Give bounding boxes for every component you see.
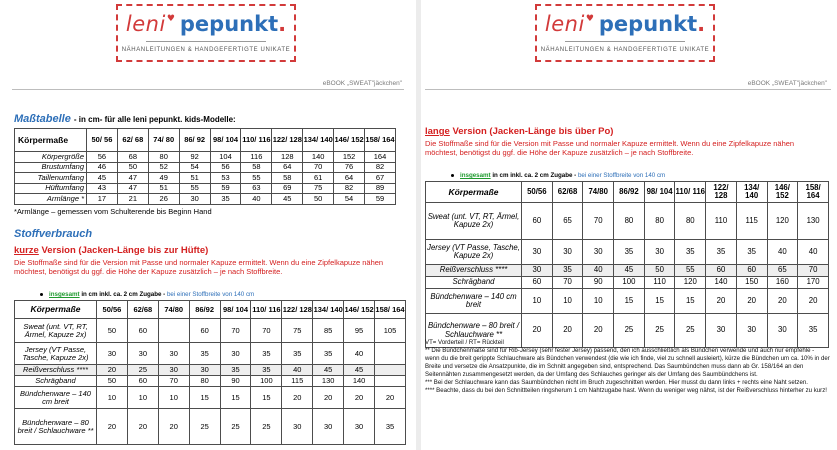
table-cell: 51	[148, 183, 179, 194]
row-label: Brustumfang	[15, 162, 87, 173]
fabric-col-4: 98/ 104	[644, 182, 675, 203]
table-cell: 10	[552, 289, 583, 314]
table-row	[15, 319, 406, 343]
row-label: Armlänge *	[15, 194, 87, 205]
table-cell: 50	[97, 376, 128, 387]
table-cell: 61	[303, 173, 334, 184]
table-cell: 30	[736, 314, 767, 348]
bullet-blue: bei einer Stoffbreite von 140 cm	[166, 291, 255, 298]
short-version-title	[14, 245, 208, 256]
table-cell: 63	[241, 183, 272, 194]
table-cell: 20	[767, 289, 798, 314]
row-label: Jersey (VT Passe, Tasche, Kapuze 2x)	[426, 240, 522, 265]
brand-logo	[535, 4, 715, 62]
table-cell: 95	[344, 319, 375, 343]
table-cell: 35	[375, 409, 406, 445]
bullet-green: insgesamt	[460, 172, 491, 179]
table-cell: 55	[675, 265, 706, 277]
table-cell: 70	[303, 162, 334, 173]
size-col-9: 158/ 164	[365, 129, 396, 152]
fabric-col-5: 110/ 116	[251, 301, 282, 319]
table-cell: 35	[189, 343, 220, 365]
table-cell: 15	[614, 289, 645, 314]
table-row	[15, 376, 406, 387]
table-cell: 60	[127, 376, 158, 387]
heart-icon: ♥	[585, 14, 594, 24]
size-chart-header-row	[15, 129, 396, 152]
table-cell: 150	[736, 277, 767, 289]
size-col-0: 50/ 56	[87, 129, 118, 152]
right-page	[421, 0, 837, 450]
fabric-col-0: 50/56	[522, 182, 553, 203]
table-cell: 120	[675, 277, 706, 289]
size-col-4: 98/ 104	[210, 129, 241, 152]
table-cell: 70	[220, 319, 251, 343]
size-chart-title: Maßtabelle	[14, 113, 71, 125]
table-cell: 46	[87, 162, 118, 173]
table-cell: 35	[313, 343, 344, 365]
table-cell: 70	[583, 203, 614, 240]
table-cell: 40	[282, 365, 313, 376]
logo-dot: .	[278, 12, 287, 36]
table-cell: 60	[189, 319, 220, 343]
bullet-black: in cm inkl. ca. 2 cm Zugabe -	[79, 291, 167, 298]
table-cell: 20	[313, 387, 344, 409]
fabric-col-3: 86/92	[614, 182, 645, 203]
table-cell: 25	[675, 314, 706, 348]
table-cell: 30	[158, 365, 189, 376]
table-cell	[375, 376, 406, 387]
long-version-bullet	[451, 172, 665, 179]
table-cell: 45	[344, 365, 375, 376]
table-row	[426, 203, 829, 240]
table-cell: 69	[272, 183, 303, 194]
left-page	[0, 0, 416, 450]
row-label: Sweat (unt. VT, RT, Ärmel, Kapuze 2x)	[15, 319, 97, 343]
table-row	[15, 365, 406, 376]
fabric-col-8: 146/ 152	[767, 182, 798, 203]
row-label: Körpergröße	[15, 152, 87, 163]
short-version-text: Die Stoffmaße sind für die Version mit Passe und normaler Kapuze ermittelt. Wenn du eine Zipfelkapuze nähen möchtest, benötigst du ggf. die Höhe der Kapuze zusätzlich – je nach Stoffbreite.	[14, 258, 384, 277]
table-row	[426, 240, 829, 265]
logo-pepunkt: pepunkt	[598, 12, 698, 36]
table-cell: 54	[334, 194, 365, 205]
table-cell: 30	[522, 265, 553, 277]
fabric-heading: Stoffverbrauch	[14, 228, 93, 240]
table-cell: 82	[334, 183, 365, 194]
table-cell: 20	[97, 409, 128, 445]
table-cell: 40	[344, 343, 375, 365]
table-cell: 30	[583, 240, 614, 265]
table-cell: 51	[179, 173, 210, 184]
fabric-col-4: 98/ 104	[220, 301, 251, 319]
table-cell: 20	[552, 314, 583, 348]
table-cell: 40	[767, 240, 798, 265]
header-divider	[12, 89, 404, 90]
table-cell: 25	[614, 314, 645, 348]
table-cell: 30	[97, 343, 128, 365]
row-label: Sweat (unt. VT, RT, Ärmel, Kapuze 2x)	[426, 203, 522, 240]
table-cell: 75	[282, 319, 313, 343]
fabric-col-8: 146/ 152	[344, 301, 375, 319]
short-fabric-head-label: Körpermaße	[15, 301, 97, 319]
table-cell: 82	[365, 162, 396, 173]
table-row	[426, 277, 829, 289]
table-cell: 40	[583, 265, 614, 277]
table-cell: 130	[313, 376, 344, 387]
table-cell: 25	[189, 409, 220, 445]
table-cell: 10	[127, 387, 158, 409]
table-cell: 85	[313, 319, 344, 343]
table-cell: 20	[583, 314, 614, 348]
short-version-bullet	[40, 291, 254, 298]
fabric-col-6: 122/ 128	[706, 182, 737, 203]
heart-icon: ♥	[166, 14, 175, 24]
table-cell: 35	[251, 343, 282, 365]
table-cell: 47	[117, 183, 148, 194]
table-cell: 20	[127, 409, 158, 445]
fabric-col-7: 134/ 140	[736, 182, 767, 203]
table-cell: 50	[644, 265, 675, 277]
footnote-line: VT= Vorderteil / RT= Rückteil	[425, 339, 504, 346]
table-cell: 45	[272, 194, 303, 205]
table-cell: 10	[97, 387, 128, 409]
table-cell: 100	[251, 376, 282, 387]
long-version-title	[425, 126, 613, 137]
fabric-col-0: 50/56	[97, 301, 128, 319]
table-cell: 55	[179, 183, 210, 194]
table-cell	[158, 319, 189, 343]
table-cell: 30	[189, 365, 220, 376]
logo-tagline: NÄHANLEITUNGEN & HANDGEFERTIGTE UNIKATE	[540, 47, 710, 53]
table-cell: 35	[251, 365, 282, 376]
brand-logo	[116, 4, 296, 62]
table-cell: 30	[767, 314, 798, 348]
short-fabric-header-row	[15, 301, 406, 319]
size-chart-table	[14, 128, 396, 205]
table-cell: 65	[767, 265, 798, 277]
table-cell: 76	[334, 162, 365, 173]
table-cell: 60	[706, 265, 737, 277]
table-cell: 25	[644, 314, 675, 348]
table-cell: 20	[706, 289, 737, 314]
row-label: Bündchenware – 80 breit / Schlauchware **	[15, 409, 97, 445]
table-cell: 21	[117, 194, 148, 205]
table-cell: 60	[127, 319, 158, 343]
table-cell: 17	[87, 194, 118, 205]
table-cell: 58	[272, 173, 303, 184]
table-cell: 50	[97, 319, 128, 343]
fabric-col-2: 74/80	[158, 301, 189, 319]
row-label: Taillenumfang	[15, 173, 87, 184]
table-cell: 15	[189, 387, 220, 409]
table-row	[15, 162, 396, 173]
logo-divider	[565, 41, 685, 42]
bullet-black: in cm inkl. ca. 2 cm Zugabe -	[490, 172, 578, 179]
table-row	[15, 194, 396, 205]
table-cell: 49	[148, 173, 179, 184]
table-cell: 30	[313, 409, 344, 445]
footnotes	[425, 339, 830, 395]
table-row	[15, 409, 406, 445]
table-cell: 35	[552, 265, 583, 277]
table-cell: 35	[675, 240, 706, 265]
table-cell: 70	[552, 277, 583, 289]
row-label: Reißverschluss ****	[426, 265, 522, 277]
bullet-blue: bei einer Stoffbreite von 140 cm	[577, 172, 666, 179]
table-cell: 45	[87, 173, 118, 184]
table-cell: 70	[158, 376, 189, 387]
table-cell: 20	[375, 387, 406, 409]
table-cell: 54	[179, 162, 210, 173]
bullet-icon	[40, 293, 43, 296]
table-cell: 25	[127, 365, 158, 376]
table-cell: 70	[798, 265, 829, 277]
table-cell: 50	[117, 162, 148, 173]
table-cell: 56	[87, 152, 118, 163]
row-label: Jersey (VT Passe, Tasche, Kapuze 2x)	[15, 343, 97, 365]
table-cell: 30	[522, 240, 553, 265]
table-cell: 26	[148, 194, 179, 205]
logo-pepunkt: pepunkt	[179, 12, 279, 36]
table-cell: 20	[798, 289, 829, 314]
table-cell: 45	[313, 365, 344, 376]
size-col-3: 86/ 92	[179, 129, 210, 152]
table-cell: 60	[736, 265, 767, 277]
table-cell: 47	[117, 173, 148, 184]
table-cell: 20	[97, 365, 128, 376]
table-row	[15, 173, 396, 184]
long-fabric-table	[425, 181, 829, 348]
table-cell: 80	[148, 152, 179, 163]
fabric-col-6: 122/ 128	[282, 301, 313, 319]
bullet-green: insgesamt	[49, 291, 80, 298]
table-cell: 15	[644, 289, 675, 314]
table-cell: 25	[251, 409, 282, 445]
table-cell: 35	[210, 194, 241, 205]
table-row	[15, 152, 396, 163]
table-cell: 20	[158, 409, 189, 445]
long-version-desc: Version (Jacken-Länge bis über Po)	[449, 126, 614, 137]
size-col-7: 134/ 140	[303, 129, 334, 152]
table-cell: 15	[220, 387, 251, 409]
long-version-word: lange	[425, 126, 450, 137]
table-cell: 68	[117, 152, 148, 163]
row-label: Bündchenware – 140 cm breit	[15, 387, 97, 409]
table-cell: 90	[583, 277, 614, 289]
table-cell: 110	[706, 203, 737, 240]
table-cell: 80	[675, 203, 706, 240]
table-cell: 10	[522, 289, 553, 314]
table-row	[426, 289, 829, 314]
table-cell: 120	[767, 203, 798, 240]
logo-leni: leni	[125, 12, 166, 36]
table-cell	[375, 343, 406, 365]
fabric-col-9: 158/ 164	[798, 182, 829, 203]
table-row	[15, 183, 396, 194]
table-cell: 70	[251, 319, 282, 343]
size-chart-head-label: Körpermaße	[15, 129, 87, 152]
fabric-col-3: 86/92	[189, 301, 220, 319]
logo-wordmark	[118, 12, 294, 36]
short-version-desc: Version (Jacken-Länge bis zur Hüfte)	[38, 245, 209, 256]
size-col-2: 74/ 80	[148, 129, 179, 152]
logo-tagline: NÄHANLEITUNGEN & HANDGEFERTIGTE UNIKATE	[121, 47, 291, 53]
table-cell: 30	[282, 409, 313, 445]
row-label: Reißverschluss ****	[15, 365, 97, 376]
size-chart-heading	[14, 113, 236, 125]
ebook-label: eBOOK „SWEAT"jäckchen"	[747, 80, 827, 87]
fabric-col-1: 62/68	[552, 182, 583, 203]
table-row	[15, 387, 406, 409]
ebook-label: eBOOK „SWEAT"jäckchen"	[322, 80, 402, 87]
table-cell: 55	[241, 173, 272, 184]
table-row	[15, 343, 406, 365]
table-cell: 75	[303, 183, 334, 194]
fabric-col-5: 110/ 116	[675, 182, 706, 203]
table-cell: 35	[736, 240, 767, 265]
table-cell: 35	[706, 240, 737, 265]
table-cell: 35	[798, 314, 829, 348]
row-label: Hüftumfang	[15, 183, 87, 194]
logo-leni: leni	[544, 12, 585, 36]
table-cell: 35	[614, 240, 645, 265]
table-cell: 59	[365, 194, 396, 205]
table-cell: 128	[272, 152, 303, 163]
table-cell: 115	[282, 376, 313, 387]
table-cell: 35	[220, 365, 251, 376]
table-cell: 105	[375, 319, 406, 343]
fabric-col-7: 134/ 140	[313, 301, 344, 319]
row-label: Schrägband	[426, 277, 522, 289]
table-cell: 50	[303, 194, 334, 205]
row-label: Bündchenware – 140 cm breit	[426, 289, 522, 314]
size-chart-subtitle: - in cm- für alle leni pepunkt. kids-Modelle:	[73, 115, 236, 124]
table-cell: 64	[272, 162, 303, 173]
table-cell: 20	[282, 387, 313, 409]
armlength-footnote: *Armlänge – gemessen vom Schulterende bis Beginn Hand	[14, 207, 212, 216]
size-col-1: 62/ 68	[117, 129, 148, 152]
table-cell: 30	[158, 343, 189, 365]
table-cell: 15	[251, 387, 282, 409]
table-cell: 10	[158, 387, 189, 409]
table-cell: 160	[767, 277, 798, 289]
table-cell: 80	[614, 203, 645, 240]
table-cell: 20	[522, 314, 553, 348]
table-cell: 45	[614, 265, 645, 277]
table-cell: 30	[220, 343, 251, 365]
table-cell	[375, 365, 406, 376]
table-cell: 53	[210, 173, 241, 184]
table-cell: 80	[644, 203, 675, 240]
long-fabric-header-row	[426, 182, 829, 203]
table-cell: 56	[210, 162, 241, 173]
table-cell: 92	[179, 152, 210, 163]
table-cell: 30	[552, 240, 583, 265]
table-cell: 67	[365, 173, 396, 184]
table-cell: 130	[798, 203, 829, 240]
long-fabric-head-label: Körpermaße	[426, 182, 522, 203]
table-cell: 40	[241, 194, 272, 205]
logo-divider	[146, 41, 266, 42]
table-cell: 43	[87, 183, 118, 194]
table-cell: 164	[365, 152, 396, 163]
table-cell: 10	[583, 289, 614, 314]
table-cell: 80	[189, 376, 220, 387]
logo-wordmark	[537, 12, 713, 36]
table-cell: 64	[334, 173, 365, 184]
table-cell: 60	[522, 203, 553, 240]
table-cell: 20	[736, 289, 767, 314]
table-cell: 30	[179, 194, 210, 205]
table-cell: 65	[552, 203, 583, 240]
short-fabric-table	[14, 300, 406, 445]
table-cell: 116	[241, 152, 272, 163]
table-cell: 90	[220, 376, 251, 387]
size-col-8: 146/ 152	[334, 129, 365, 152]
table-cell: 20	[344, 387, 375, 409]
footnote-line: **** Beachte, dass du bei den Schnittteilen ringsherum 1 cm Nahtzugabe hast. Wenn du weniger weg nähst, ist der Reißverschluss hinterher zu kurz!	[425, 387, 827, 395]
logo-dot: .	[697, 12, 706, 36]
table-cell: 35	[282, 343, 313, 365]
long-version-text: Die Stoffmaße sind für die Version mit Passe und normaler Kapuze ermittelt. Wenn du eine Zipfelkapuze nähen möchtest, benötigst du ggf. die Höhe der Kapuze zusätzlich – je nach Stoffbreite.	[425, 139, 795, 158]
table-cell: 40	[798, 240, 829, 265]
table-cell: 30	[706, 314, 737, 348]
footnote-line: *** Bei der Schlauchware kann das Saumbündchen nicht im Bruch zugeschnitten werden. Hier musst du dann links + rechts eine Naht setzen.	[425, 379, 808, 387]
table-cell: 89	[365, 183, 396, 194]
table-cell: 104	[210, 152, 241, 163]
table-cell: 100	[614, 277, 645, 289]
table-cell: 58	[241, 162, 272, 173]
table-cell: 140	[303, 152, 334, 163]
table-cell: 115	[736, 203, 767, 240]
table-cell: 152	[334, 152, 365, 163]
table-cell: 170	[798, 277, 829, 289]
table-cell: 60	[522, 277, 553, 289]
table-cell: 59	[210, 183, 241, 194]
table-cell: 25	[220, 409, 251, 445]
fabric-col-1: 62/68	[127, 301, 158, 319]
footnote-line: ** Die Bündchenmaße sind für Rib-Jersey (sehr fester Jersey) passend, den ich ausschließlich als Bündchen verwende und auch nur empfehle - wenn du die breit gerippte Schlauchware als Bündchen verwendest (die wie ich finde, viel zu schnell ausleiert), kürze die Bündchen um ca. 10% in der Breite und versetze die Ansatzpunkte, die im Schnitt angegeben sind, entsprechend. Das Saumbündchen muss dann ab Gr. 158/164 an den Seitennähten zusammengesetzt werden, da der Umfang des Schlauches geringer als der Umfang des Saumbündchens ist.	[425, 347, 830, 379]
fabric-col-9: 158/ 164	[375, 301, 406, 319]
fabric-col-2: 74/80	[583, 182, 614, 203]
table-row	[426, 265, 829, 277]
table-cell: 140	[706, 277, 737, 289]
table-cell: 30	[344, 409, 375, 445]
table-cell: 140	[344, 376, 375, 387]
row-label: Schrägband	[15, 376, 97, 387]
table-cell: 30	[127, 343, 158, 365]
header-divider	[425, 89, 831, 90]
table-cell: 110	[644, 277, 675, 289]
size-col-6: 122/ 128	[272, 129, 303, 152]
table-cell: 15	[675, 289, 706, 314]
size-col-5: 110/ 116	[241, 129, 272, 152]
short-version-word: kurze	[14, 245, 39, 256]
table-cell: 52	[148, 162, 179, 173]
table-cell: 30	[644, 240, 675, 265]
row-label: Bündchenware – 80 breit / Schlauchware **	[426, 314, 522, 348]
bullet-icon	[451, 174, 454, 177]
